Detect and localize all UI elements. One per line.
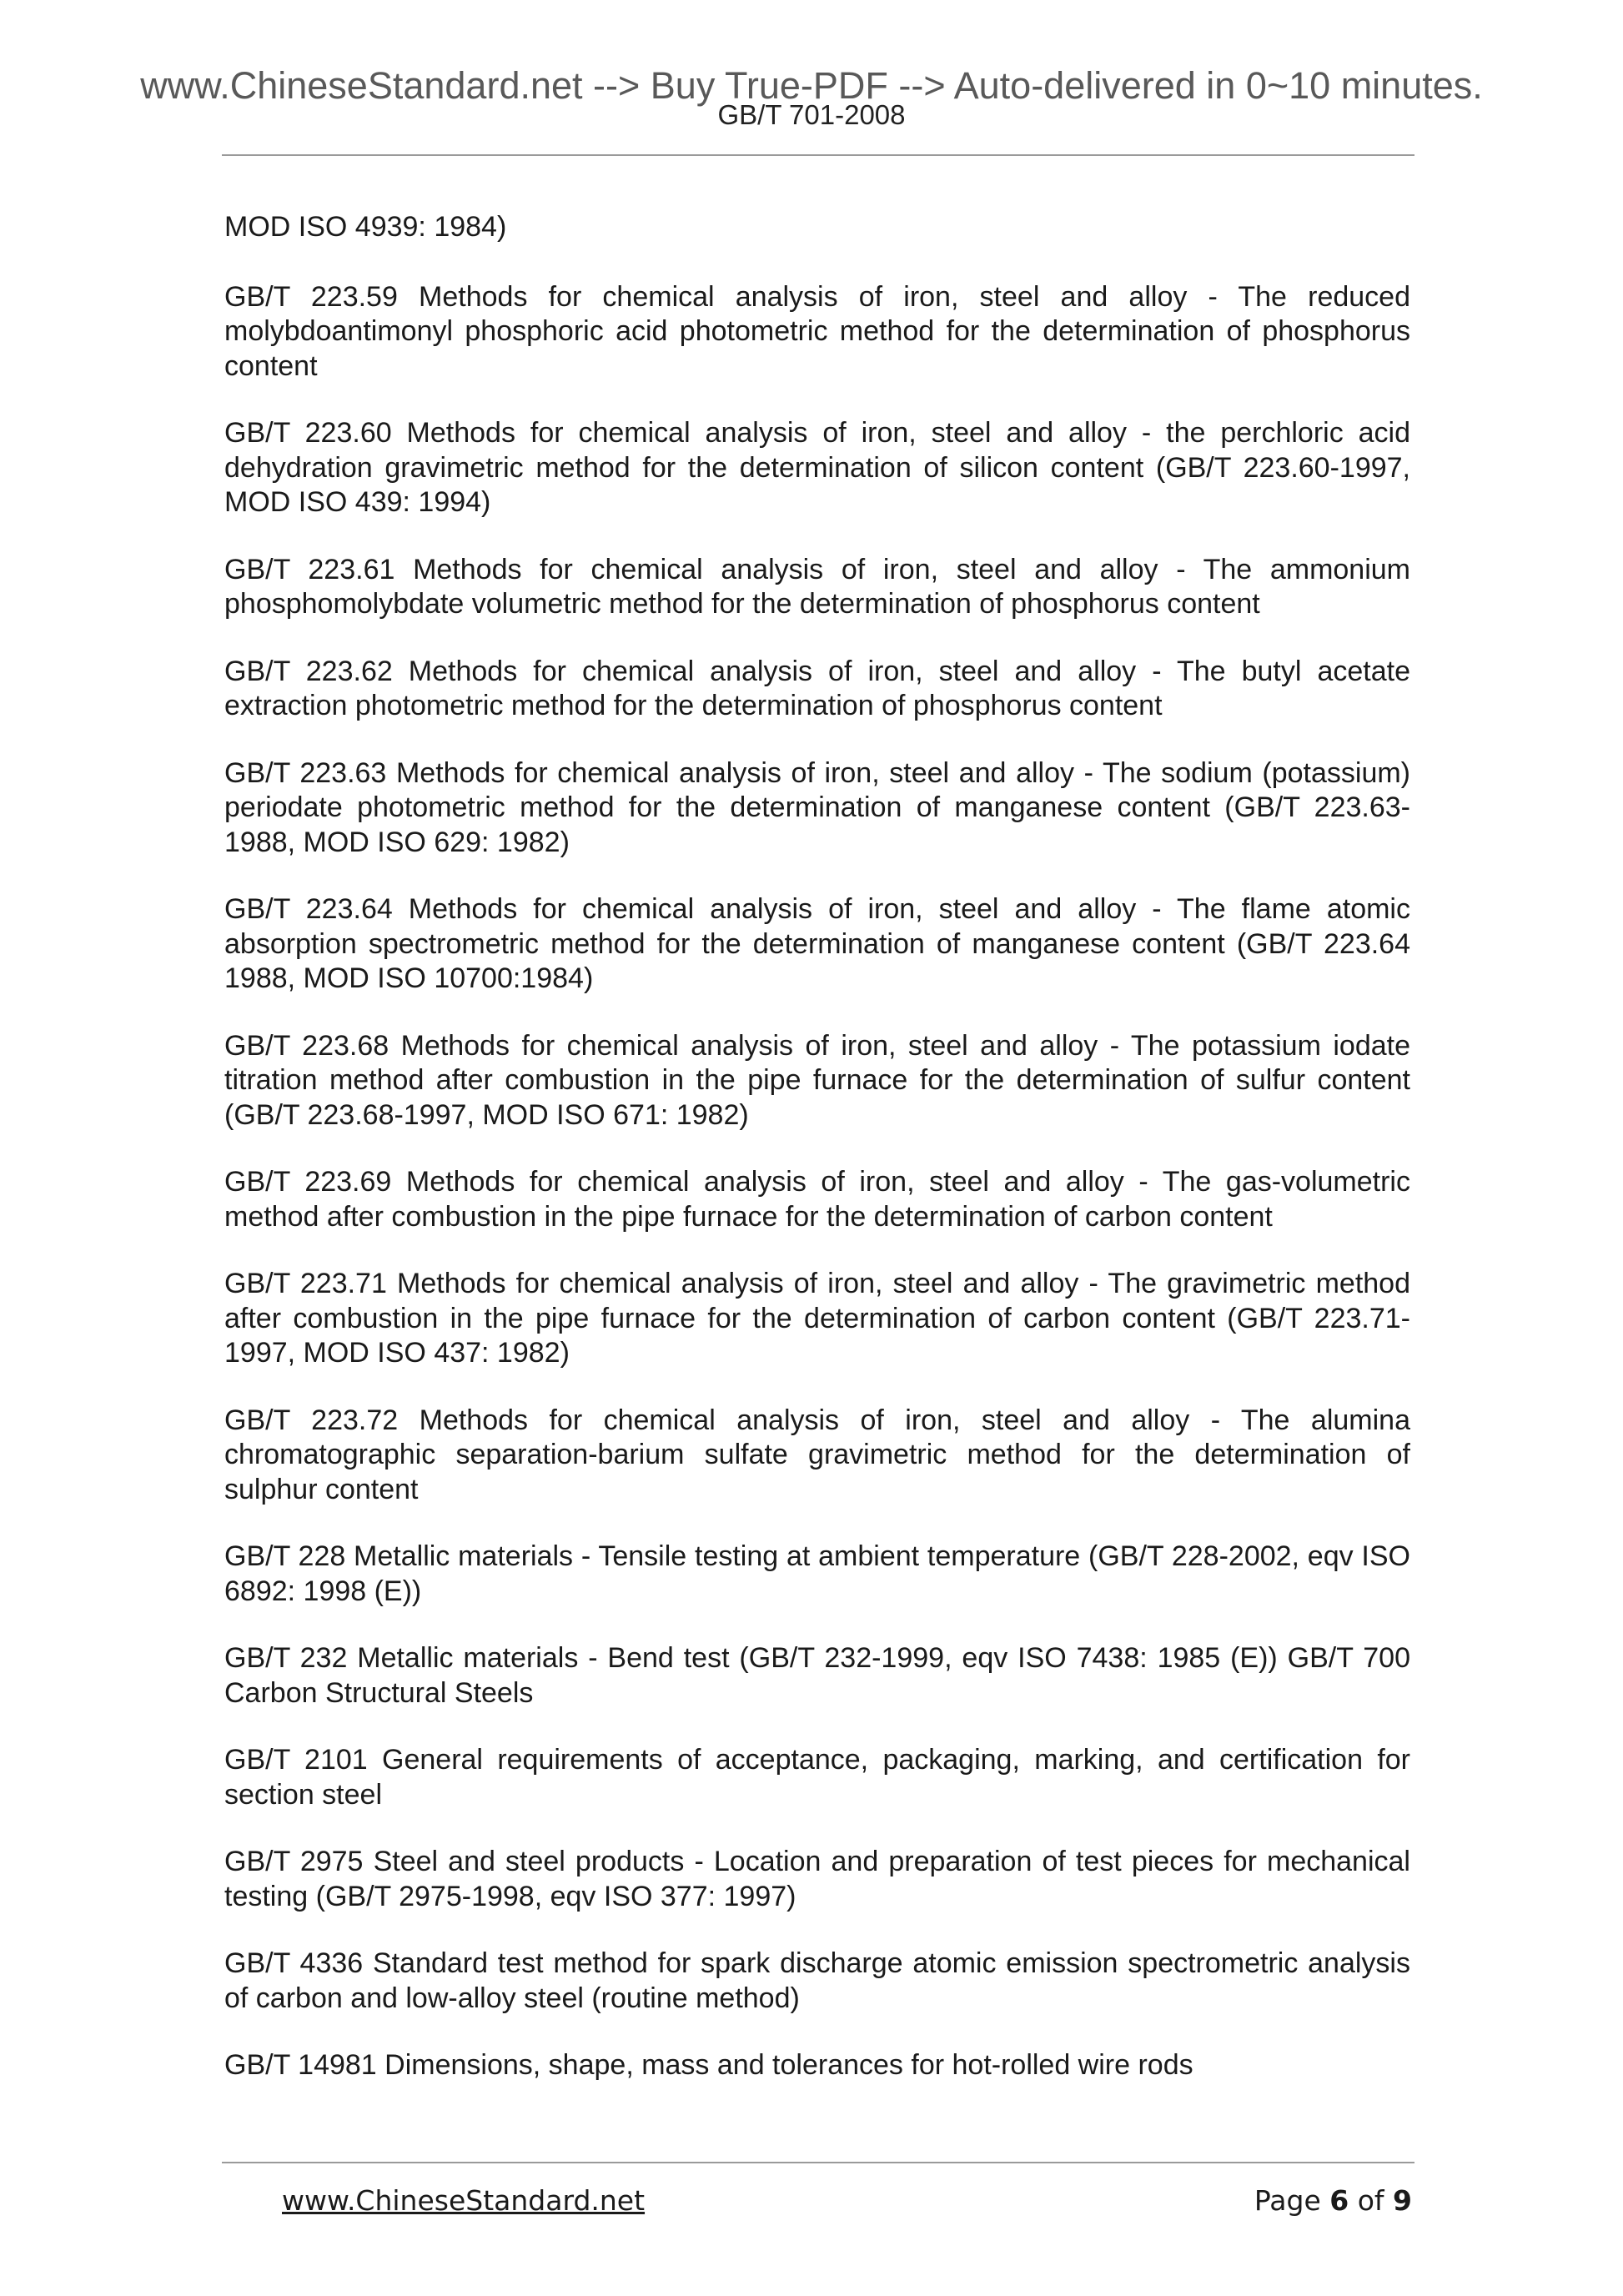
footer-site-link[interactable]: www.ChineseStandard.net bbox=[282, 2184, 646, 2217]
reference-entry: GB/T 228 Metallic materials - Tensile testing at ambient temperature (GB/T 228-2002, eqv ISO 6892: 1998 (E)) bbox=[224, 1540, 1410, 1607]
reference-entry: GB/T 223.62 Methods for chemical analysis of iron, steel and alloy - The butyl acetate extraction photometric method for the determination of phosphorus content bbox=[224, 655, 1410, 721]
reference-entry: GB/T 232 Metallic materials - Bend test (GB/T 232-1999, eqv ISO 7438: 1985 (E)) GB/T 700 Carbon Structural Steels bbox=[224, 1642, 1410, 1709]
header-banner[interactable]: www.ChineseStandard.net --> Buy True-PDF --> Auto-delivered in 0~10 minutes. bbox=[140, 64, 1483, 107]
reference-entry: GB/T 223.60 Methods for chemical analysis of iron, steel and alloy - the perchloric acid dehydration gravimetric method for the determination of silicon content (GB/T 223.60-1997, MOD ISO 439: 1994) bbox=[224, 417, 1410, 518]
page-prefix: Page bbox=[1254, 2184, 1321, 2217]
reference-entry: GB/T 223.64 Methods for chemical analysis of iron, steel and alloy - The flame atomic absorption spectrometric method for the determination of manganese content (GB/T 223.64 1988, MOD ISO 10700:1984) bbox=[224, 893, 1410, 994]
footer-divider bbox=[222, 2162, 1414, 2163]
reference-entry: GB/T 223.63 Methods for chemical analysis of iron, steel and alloy - The sodium (potassium) periodate photometric method for the determination of manganese content (GB/T 223.63-1988, MOD ISO 629: 1982) bbox=[224, 756, 1410, 858]
reference-entry: GB/T 4336 Standard test method for spark discharge atomic emission spectrometric analysis of carbon and low-alloy steel (routine method) bbox=[224, 1947, 1410, 2014]
reference-entry: GB/T 14981 Dimensions, shape, mass and tolerances for hot-rolled wire rods bbox=[224, 2049, 1193, 2081]
standard-code: GB/T 701-2008 bbox=[717, 99, 906, 130]
page-of: of bbox=[1357, 2184, 1384, 2217]
reference-entry: GB/T 223.71 Methods for chemical analysis of iron, steel and alloy - The gravimetric method after combustion in the pipe furnace for the determination of carbon content (GB/T 223.71-1997, MOD ISO 437: 1982) bbox=[224, 1268, 1410, 1369]
document-body bbox=[224, 210, 1410, 2116]
reference-entry: GB/T 223.61 Methods for chemical analysis of iron, steel and alloy - The ammonium phosphomolybdate volumetric method for the determination of phosphorus content bbox=[224, 553, 1410, 620]
header-divider bbox=[222, 154, 1414, 156]
reference-entry: GB/T 2101 General requirements of acceptance, packaging, marking, and certification for section steel bbox=[224, 1744, 1410, 1811]
page-indicator bbox=[1254, 2185, 1412, 2217]
paragraph: MOD ISO 4939: 1984) bbox=[224, 211, 507, 243]
reference-entry: GB/T 223.68 Methods for chemical analysis of iron, steel and alloy - The potassium iodate titration method after combustion in the pipe furnace for the determination of sulfur content (GB/T 223.68-1997, MOD ISO 671: 1982) bbox=[224, 1029, 1410, 1131]
page-current: 6 bbox=[1329, 2184, 1349, 2217]
reference-entry: GB/T 223.69 Methods for chemical analysis of iron, steel and alloy - The gas-volumetric method after combustion in the pipe furnace for the determination of carbon content bbox=[224, 1166, 1410, 1233]
reference-entry: GB/T 223.59 Methods for chemical analysis of iron, steel and alloy - The reduced molybdoantimonyl phosphoric acid photometric method for the determination of phosphorus content bbox=[224, 280, 1410, 382]
reference-entry: GB/T 2975 Steel and steel products - Location and preparation of test pieces for mechanical testing (GB/T 2975-1998, eqv ISO 377: 1997) bbox=[224, 1846, 1410, 1912]
reference-entry: GB/T 223.72 Methods for chemical analysis of iron, steel and alloy - The alumina chromatographic separation-barium sulfate gravimetric method for the determination of sulphur content bbox=[224, 1404, 1410, 1505]
page-total: 9 bbox=[1393, 2184, 1412, 2217]
